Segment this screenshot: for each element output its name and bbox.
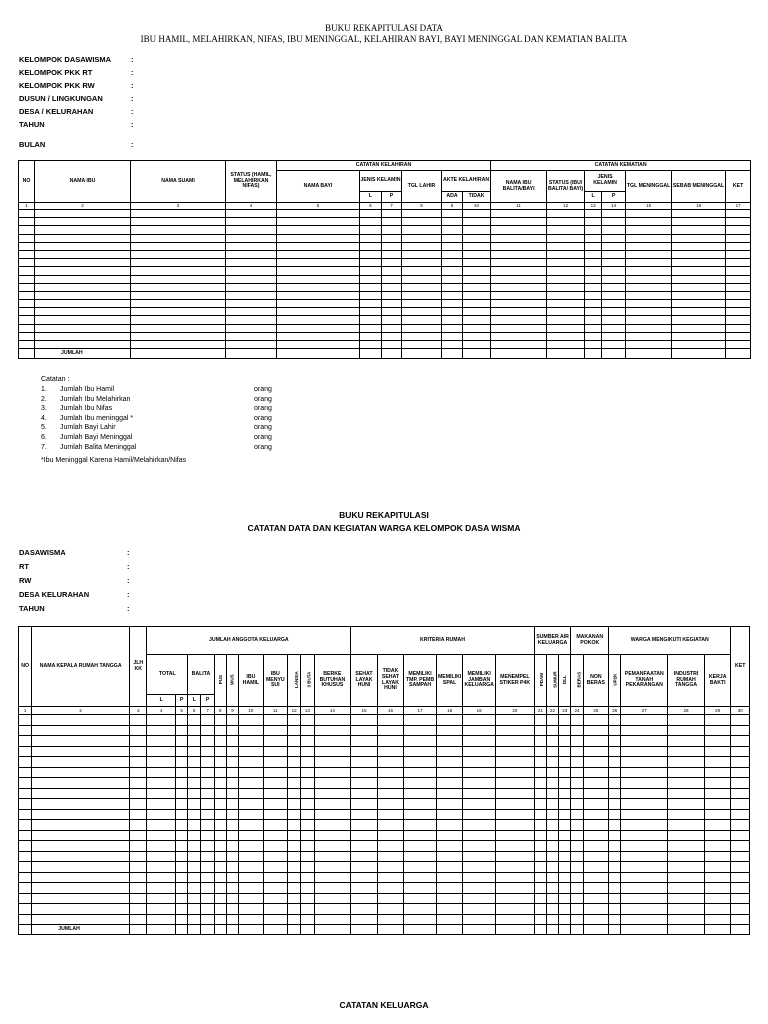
table-row	[19, 234, 751, 242]
note-text: Jumlah Ibu Melahirkan	[60, 395, 131, 403]
column-number: 17	[726, 203, 751, 210]
column-number: 4	[226, 203, 277, 210]
field-colon: :	[131, 120, 134, 129]
table-row	[19, 788, 750, 799]
column-number: 6	[360, 203, 382, 210]
header-catatan-kematian: CATATAN KEMATIAN	[491, 161, 751, 171]
column-number: 14	[314, 707, 351, 715]
section1-title-line1: BUKU REKAPITULASI DATA	[325, 23, 443, 33]
header-jlh-kk: JLH KK	[130, 627, 147, 707]
note-text: Jumlah Bayi Meninggal	[60, 434, 133, 441]
header-jenis-kelamin-2: JENIS KELAMIN	[585, 171, 626, 192]
section2-table	[18, 626, 750, 935]
header-no: NO	[19, 161, 35, 203]
table-row	[19, 275, 751, 283]
header-tidak-sehat: TIDAK SEHAT LAYAK HUNI	[377, 655, 404, 707]
header-sehat-layak: SEHAT LAYAK HUNI	[351, 655, 378, 707]
header-industri: INDUSTRI RUMAH TANGGA	[668, 655, 705, 707]
column-number: 4	[147, 707, 176, 715]
table-row	[19, 725, 750, 736]
note-unit: orang	[254, 434, 272, 441]
column-number: 19	[463, 707, 496, 715]
jumlah-cell-blank	[19, 925, 32, 935]
header-tidak: TIDAK	[463, 192, 491, 203]
column-number: 3	[131, 203, 226, 210]
header-nama-kepala: NAMA KEPALA RUMAH TANGGA	[32, 627, 130, 707]
header-sumur: SUMUR	[546, 655, 558, 707]
table-row	[19, 242, 751, 250]
field-colon: :	[127, 590, 130, 599]
table-row	[19, 226, 751, 234]
section2-table-body	[19, 715, 750, 925]
header-l: L	[360, 192, 382, 203]
column-number: 15	[626, 203, 672, 210]
column-number: 9	[442, 203, 463, 210]
header-memiliki-jamban: MEMILIKI JAMBAN KELUARGA	[463, 655, 496, 707]
header-jenis-kelamin: JENIS KELAMIN	[360, 171, 402, 192]
header-jumlah-anggota: JUMLAH ANGGOTA KELUARGA	[147, 627, 351, 655]
table-row	[19, 883, 750, 894]
note-unit: orang	[254, 443, 272, 451]
column-number: 1	[19, 203, 35, 210]
column-number: 29	[704, 707, 731, 715]
field-label: KELOMPOK PKK RW	[19, 81, 95, 90]
column-number: 16	[377, 707, 404, 715]
section2-info-fields	[19, 548, 319, 618]
field-label: TAHUN	[19, 604, 45, 613]
column-number: 21	[534, 707, 546, 715]
field-label: BULAN	[19, 140, 46, 149]
table-row	[19, 851, 750, 862]
header-buta: 3 BUTA	[301, 655, 314, 707]
table-row	[19, 820, 750, 831]
column-number: 1	[19, 707, 32, 715]
header-wus: WUS	[226, 655, 238, 707]
header-menempel-stiker: MENEMPEL STIKER P4K	[495, 655, 534, 707]
header-l: L	[585, 192, 602, 203]
header-tgl-meninggal: TGL MENINGGAL	[626, 171, 672, 203]
note-unit: orang	[254, 414, 272, 422]
table-row	[19, 210, 751, 218]
section1-footnote: *Ibu Meninggal Karena Hamil/Melahirkan/Nifas	[41, 457, 187, 464]
column-number: 8	[402, 203, 442, 210]
note-number: 1.	[41, 386, 47, 393]
column-number: 22	[546, 707, 558, 715]
table-row	[19, 841, 750, 852]
header-pemanfaatan: PEMANFAATAN TANAH PEKARANGAN	[621, 655, 668, 707]
header-up2k: UP2K	[609, 655, 621, 707]
header-p: P	[602, 192, 626, 203]
column-number: 11	[491, 203, 547, 210]
jumlah-cell-blank	[19, 349, 35, 359]
field-label: DASAWISMA	[19, 548, 66, 557]
column-number: 5	[175, 707, 187, 715]
section1-table	[18, 160, 751, 359]
field-label: DUSUN / LINGKUNGAN	[19, 94, 103, 103]
column-number: 11	[263, 707, 287, 715]
note-text: Jumlah Bayi Lahir	[60, 424, 116, 432]
table-row	[19, 283, 751, 291]
section2-title-line2: CATATAN DATA DAN KEGIATAN WARGA KELOMPOK DASA WISMA	[247, 523, 521, 533]
note-text: Jumlah Balita Meninggal	[60, 443, 137, 451]
column-number: 10	[463, 203, 491, 210]
header-memiliki-tmp: MEMILIKI TMP. PEMB SAMPAH	[404, 655, 437, 707]
field-colon: :	[131, 55, 134, 64]
field-colon: :	[131, 107, 134, 116]
field-label: RT	[19, 562, 29, 571]
jumlah-label: JUMLAH	[32, 925, 130, 935]
field-colon: :	[131, 94, 134, 103]
table-row	[19, 746, 750, 757]
table-row	[19, 291, 751, 299]
column-number: 5	[277, 203, 360, 210]
table-row	[19, 872, 750, 883]
column-number: 16	[672, 203, 726, 210]
column-number: 14	[602, 203, 626, 210]
note-unit: orang	[254, 405, 272, 413]
table-row	[19, 300, 751, 308]
header-nama-ibu-balita: NAMA IBU BALITA/BAYI	[491, 171, 547, 203]
column-number: 28	[668, 707, 705, 715]
column-number: 25	[583, 707, 609, 715]
column-number: 2	[35, 203, 131, 210]
header-balita: BALITA	[188, 655, 215, 695]
column-number: 20	[495, 707, 534, 715]
section3-title: CATATAN KELUARGA	[339, 1000, 429, 1010]
column-number: 9	[226, 707, 238, 715]
table-row	[19, 799, 750, 810]
header-pus: PUS	[214, 655, 226, 707]
header-tgl-lahir: TGL LAHIR	[402, 171, 442, 203]
header-p: P	[175, 695, 187, 707]
table-row	[19, 324, 751, 332]
header-l: L	[147, 695, 176, 707]
table-row	[19, 332, 751, 340]
header-memiliki-spal: MEMILIKI SPAL	[436, 655, 463, 707]
field-colon: :	[127, 562, 130, 571]
column-number: 7	[382, 203, 402, 210]
header-lansia: LANSIA	[288, 655, 301, 707]
table-row	[19, 267, 751, 275]
table-row	[19, 308, 751, 316]
section1-notes	[41, 376, 341, 468]
header-sumber-air: SUMBER AIR KELUARGA	[534, 627, 571, 655]
header-nama-suami: NAMA SUAMI	[131, 161, 226, 203]
column-number: 8	[214, 707, 226, 715]
table-row	[19, 341, 751, 349]
column-number: 10	[239, 707, 263, 715]
table-row	[19, 757, 750, 768]
header-non-beras: NON BERAS	[583, 655, 609, 707]
header-warga-mengikuti: WARGA MENGIKUTI KEGIATAN	[609, 627, 731, 655]
field-colon: :	[127, 548, 130, 557]
column-number-row	[19, 203, 751, 210]
note-text: Jumlah Ibu Nifas	[60, 405, 113, 413]
field-label: RW	[19, 576, 32, 585]
header-dll: DLL	[559, 655, 571, 707]
column-number: 23	[559, 707, 571, 715]
column-number: 13	[301, 707, 314, 715]
table-row	[19, 316, 751, 324]
column-number: 17	[404, 707, 437, 715]
column-number: 15	[351, 707, 378, 715]
header-ibu-menyusui: IBU MENYU SUI	[263, 655, 287, 707]
table-row	[19, 904, 750, 915]
header-kriteria-rumah: KRITERIA RUMAH	[351, 627, 534, 655]
column-number: 2	[32, 707, 130, 715]
field-label: DESA / KELURAHAN	[19, 107, 94, 116]
table-row	[19, 250, 751, 258]
table-row	[19, 862, 750, 873]
header-total: TOTAL	[147, 655, 188, 695]
field-label: KELOMPOK DASAWISMA	[19, 55, 112, 64]
header-ibu-hamil: IBU HAMIL	[239, 655, 263, 707]
table-row	[19, 218, 751, 226]
column-number: 26	[609, 707, 621, 715]
header-status: STATUS (HAMIL, MELAHIRKAN NIFAS)	[226, 161, 277, 203]
header-akte-kelahiran: AKTE KELAHIRAN	[442, 171, 491, 192]
note-number: 6.	[41, 434, 47, 441]
field-label: TAHUN	[19, 120, 45, 129]
notes-title: Catatan :	[41, 376, 70, 383]
header-nama-bayi: NAMA BAYI	[277, 171, 360, 203]
table-row	[19, 809, 750, 820]
header-sebab-meninggal: SEBAB MENINGGAL	[672, 171, 726, 203]
jumlah-label: JUMLAH	[35, 349, 131, 359]
note-number: 7.	[41, 443, 47, 451]
note-number: 3.	[41, 405, 47, 413]
column-number: 12	[547, 203, 585, 210]
note-number: 4.	[41, 414, 47, 422]
table-row	[19, 778, 750, 789]
field-label: DESA KELURAHAN	[19, 590, 90, 599]
column-number: 27	[621, 707, 668, 715]
section1-title-line2: IBU HAMIL, MELAHIRKAN, NIFAS, IBU MENINGGAL, KELAHIRAN BAYI, BAYI MENINGGAL DAN KEMATIAN BALITA	[140, 34, 628, 44]
header-ket: KET	[731, 627, 750, 707]
header-p: P	[201, 695, 214, 707]
header-catatan-kelahiran: CATATAN KELAHIRAN	[277, 161, 491, 171]
header-nama-ibu: NAMA IBU	[35, 161, 131, 203]
note-unit: orang	[254, 395, 272, 403]
column-number: 13	[585, 203, 602, 210]
table-row	[19, 767, 750, 778]
header-beras: BERAS	[571, 655, 583, 707]
column-number: 12	[288, 707, 301, 715]
section1-table-body	[19, 210, 751, 349]
column-number: 7	[201, 707, 214, 715]
header-ada: ADA	[442, 192, 463, 203]
header-ket: KET	[726, 171, 751, 203]
table-row	[19, 259, 751, 267]
note-text: Jumlah Ibu Hamil	[60, 386, 115, 393]
table-row	[19, 914, 750, 925]
table-row	[19, 893, 750, 904]
note-number: 2.	[41, 395, 47, 403]
field-colon: :	[131, 68, 134, 77]
column-number: 24	[571, 707, 583, 715]
section2-title-line1: BUKU REKAPITULASI	[339, 510, 429, 520]
header-kerja-bakti: KERJA BAKTI	[704, 655, 731, 707]
column-number: 3	[130, 707, 147, 715]
field-colon: :	[131, 140, 134, 149]
note-unit: orang	[254, 424, 272, 432]
field-label: KELOMPOK PKK RT	[19, 68, 93, 77]
table-row	[19, 736, 750, 747]
note-number: 5.	[41, 424, 47, 432]
field-colon: :	[131, 81, 134, 90]
header-berkebutuhan: BERKE BUTUHAN KHUSUS	[314, 655, 351, 707]
note-text: Jumlah Ibu meninggal *	[60, 414, 134, 422]
field-colon: :	[127, 604, 130, 613]
header-l: L	[188, 695, 201, 707]
header-pdam: PDAM	[534, 655, 546, 707]
column-number: 30	[731, 707, 750, 715]
column-number-row	[19, 707, 750, 715]
column-number: 18	[436, 707, 463, 715]
header-no: NO	[19, 627, 32, 707]
header-p: P	[382, 192, 402, 203]
header-makanan-pokok: MAKANAN POKOK	[571, 627, 609, 655]
header-status-kematian: STATUS (IBU/ BALITA/ BAYI)	[547, 171, 585, 203]
field-colon: :	[127, 576, 130, 585]
table-row	[19, 715, 750, 726]
column-number: 6	[188, 707, 201, 715]
note-unit: orang	[254, 386, 272, 393]
table-row	[19, 830, 750, 841]
section1-info-fields	[19, 55, 319, 155]
